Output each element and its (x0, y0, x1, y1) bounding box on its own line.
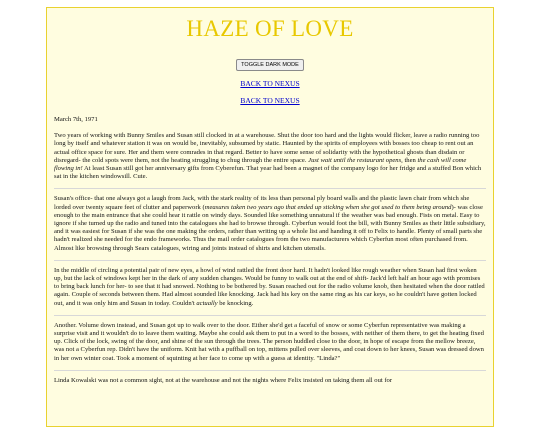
italic-text: Just wait until the restaurant opens (308, 156, 402, 164)
italic-text: the cash will come flowing in! (54, 156, 467, 173)
paragraph-text: Linda Kowalski was not a common sight, not at the warehouse and not the nights where Felix insisted on taking them all out for (54, 376, 393, 384)
paragraph-text: At least Susan still got her anniversary gifts from Cyberefun. That year had been a magnet of the company logo for her fridge and a stuffed Bon which sat in the kitchen windowsill. Cute. (54, 165, 482, 181)
italic-text: measures taken two years ago that ended up sticking when she got used to them being around (204, 203, 452, 211)
story-date: March 7th, 1971 (54, 116, 98, 123)
nav-row-second (47, 96, 493, 105)
paragraph-text: )- was close enough to the main entrance that she could hear it rattle on windy days. Sounded like something unnatural if the weather was bad enough. Fists on metal. Easy to ignore if she turned up the radio and tuned into the catalogues she had to browse through. Cyberfun would foot the bill, with Bunny Smiles as their little subsidiary, and it was easiest for Susan if she was the one making the orders, rather than writing up a whole list and handing it off to Felix to handle. Plenty of small parts she hadn't realized she needed for the endo frameworks. Thus the mail order catalogues from the two manufacturers which Cyberfun most often purchased from. Almost like browsing through Sears catalogues, wiring and joints instead of shirts and kitchen utensils. (54, 203, 486, 252)
story-card (46, 7, 494, 427)
story-paragraph (54, 195, 486, 252)
paragraph-text: Another. Volume down instead, and Susan got up to walk over to the door. Either she'd get a faceful of snow or some Cyberfun representative was making a surprise visit and it wouldn't do to leave them waiting. Maybe she could ask them to put in a word to the bosses, with neither of them there, to get the heating fixed up. Click of the lock, swing of the door, and shine of the sun through the trees. The person huddled close to the door, in hope of escape from the mellow breeze, was not a Cyberfun rep. Didn't have the uniform. Knit hat with a puffball on top, mittens pulled over sleeves, and coat down to her knees, Susan was dressed down in her own winter coat. Took a moment of squinting at her face to come up with a guess at identity. "Linda?" (54, 321, 484, 362)
story-paragraph (54, 322, 486, 363)
back-to-nexus-link[interactable]: BACK TO NEXUS (240, 79, 300, 88)
paragraph-text: Susan's office- that one always got a laugh from Jack, with the stark reality of its less than personal ply board walls and the plastic lawn chair from which she lorded over twenty square feet of clutter and paperwork ( (54, 195, 470, 211)
back-to-nexus-link-2[interactable]: BACK TO NEXUS (240, 96, 300, 105)
paragraph-text: , then (401, 156, 418, 164)
toggle-row (47, 53, 493, 71)
paragraph-divider (54, 260, 486, 261)
story-content (47, 116, 493, 385)
paragraph-divider (54, 315, 486, 316)
page-title: HAZE OF LOVE (186, 16, 354, 41)
nav-row-top (47, 79, 493, 88)
story-body (54, 132, 486, 385)
paragraph-divider (54, 188, 486, 189)
paragraph-text: Two years of working with Bunny Smiles and Susan still clocked in at a warehouse. Shut the door too hard and the lights would flicker, leave a radio running too long by itself and whatever station it was on would be, inevitably, subsumed by static. Haunted by the spirits of employees with bosses too cheap to rent out an actual office space for sure. Her and them were comrades in that regard. Better to have some sense of solidarity with the hypothetical ghosts than disdain or disregard- the cold spots were them, not the heating struggling to chug through the entire space. (54, 132, 480, 164)
paragraph-divider (54, 370, 486, 371)
italic-text: actually (196, 299, 218, 307)
story-paragraph (54, 132, 486, 181)
paragraph-text: be knocking. (217, 299, 254, 307)
story-paragraph (54, 267, 486, 308)
toggle-dark-mode-button[interactable]: TOGGLE DARK MODE (236, 59, 304, 71)
story-paragraph (54, 377, 486, 385)
paragraph-text: In the middle of circling a potential pair of new eyes, a howl of wind rattled the front door hard. It hadn't looked like rough weather when Susan had first woken up, but the lack of windows kept her in the dark of any sudden changes. Would be funny to walk out at the end of shift- Jack'd left half an hour ago with promises to bring back lunch for her- to see that it had snowed. Nothing to be bothered by. Susan reached out for the radio volume knob, then hesitated when the door rattled again. Couple of seconds between them. Had almost sounded like knocking. Jack had his key on the same ring as his car keys, so he couldn't have gotten locked out, and it was only him and Susan in today. Couldn't (54, 266, 485, 307)
